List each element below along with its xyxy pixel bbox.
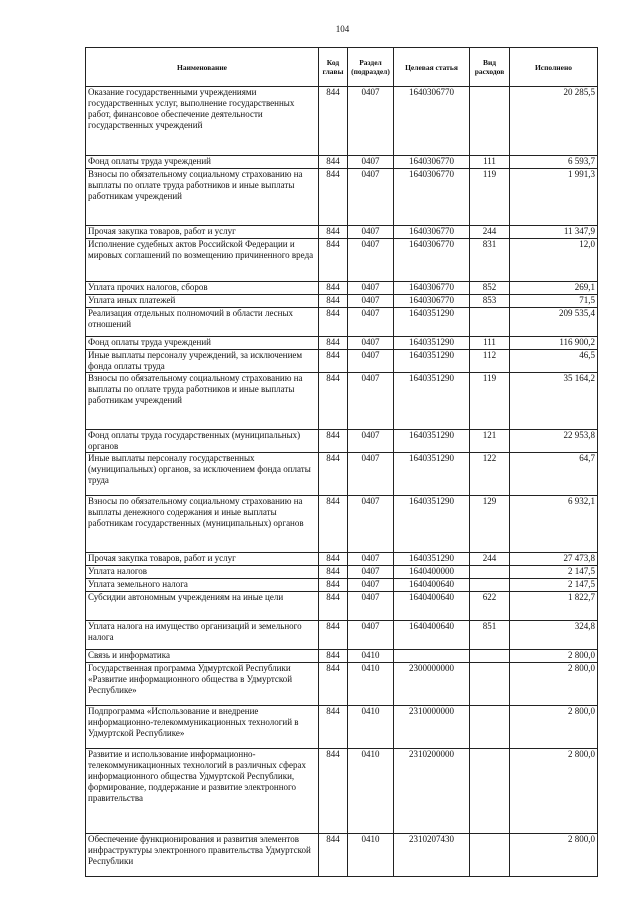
cell-amount: 22 953,8 [510, 430, 598, 453]
cell-section: 0407 [348, 453, 394, 496]
table-row [86, 453, 598, 496]
cell-type [470, 87, 510, 156]
cell-amount: 324,8 [510, 621, 598, 650]
cell-amount: 2 800,0 [510, 706, 598, 749]
cell-code: 844 [319, 453, 348, 496]
table-row [86, 308, 598, 337]
cell-section: 0407 [348, 87, 394, 156]
cell-target [394, 650, 470, 663]
cell-code: 844 [319, 430, 348, 453]
cell-section: 0407 [348, 156, 394, 169]
cell-name: Фонд оплаты труда учреждений [86, 337, 319, 350]
cell-section: 0407 [348, 282, 394, 295]
cell-code: 844 [319, 579, 348, 592]
table-row [86, 592, 598, 621]
cell-name: Фонд оплаты труда учреждений [86, 156, 319, 169]
cell-code: 844 [319, 566, 348, 579]
table-row [86, 226, 598, 239]
cell-type [470, 834, 510, 877]
cell-code: 844 [319, 226, 348, 239]
table-row [86, 337, 598, 350]
cell-type: 129 [470, 496, 510, 553]
cell-section: 0407 [348, 350, 394, 373]
cell-type: 852 [470, 282, 510, 295]
table-row [86, 621, 598, 650]
cell-type: 122 [470, 453, 510, 496]
cell-type: 112 [470, 350, 510, 373]
cell-section: 0407 [348, 169, 394, 226]
header-section: Раздел (подраздел) [348, 48, 394, 87]
cell-type: 111 [470, 337, 510, 350]
cell-section: 0407 [348, 553, 394, 566]
table-row [86, 282, 598, 295]
cell-target: 1640306770 [394, 226, 470, 239]
cell-amount: 64,7 [510, 453, 598, 496]
cell-code: 844 [319, 621, 348, 650]
cell-name: Связь и информатика [86, 650, 319, 663]
table-row [86, 295, 598, 308]
table-row [86, 169, 598, 226]
cell-type: 622 [470, 592, 510, 621]
cell-target: 1640351290 [394, 430, 470, 453]
cell-code: 844 [319, 373, 348, 430]
table-row [86, 373, 598, 430]
cell-type: 851 [470, 621, 510, 650]
cell-name: Уплата земельного налога [86, 579, 319, 592]
cell-target: 1640306770 [394, 169, 470, 226]
cell-amount: 2 800,0 [510, 663, 598, 706]
cell-section: 0407 [348, 295, 394, 308]
cell-name: Прочая закупка товаров, работ и услуг [86, 226, 319, 239]
cell-type: 244 [470, 226, 510, 239]
cell-section: 0410 [348, 663, 394, 706]
table-row [86, 706, 598, 749]
cell-amount: 6 593,7 [510, 156, 598, 169]
cell-amount: 35 164,2 [510, 373, 598, 430]
cell-name: Прочая закупка товаров, работ и услуг [86, 553, 319, 566]
cell-name: Иные выплаты персоналу государственных (муниципальных) органов, за исключением фонда оплаты труда [86, 453, 319, 496]
cell-amount: 2 147,5 [510, 566, 598, 579]
cell-amount: 116 900,2 [510, 337, 598, 350]
cell-target: 1640306770 [394, 295, 470, 308]
cell-name: Фонд оплаты труда государственных (муниципальных) органов [86, 430, 319, 453]
cell-type: 111 [470, 156, 510, 169]
header-executed: Исполнено [510, 48, 598, 87]
cell-name: Взносы по обязательному социальному страхованию на выплаты по оплате труда работников и иные выплаты работникам учреждений [86, 169, 319, 226]
cell-section: 0407 [348, 239, 394, 282]
table-row [86, 566, 598, 579]
cell-type [470, 706, 510, 749]
cell-code: 844 [319, 496, 348, 553]
cell-target: 2310207430 [394, 834, 470, 877]
cell-target: 1640351290 [394, 553, 470, 566]
cell-target: 1640351290 [394, 308, 470, 337]
cell-amount: 11 347,9 [510, 226, 598, 239]
cell-section: 0410 [348, 706, 394, 749]
cell-amount: 27 473,8 [510, 553, 598, 566]
cell-amount: 46,5 [510, 350, 598, 373]
cell-name: Обеспечение функционирования и развития элементов инфраструктуры электронного правительства Удмуртской Республики [86, 834, 319, 877]
cell-amount: 20 285,5 [510, 87, 598, 156]
table-header-row [86, 48, 598, 87]
cell-code: 844 [319, 553, 348, 566]
cell-target: 1640306770 [394, 156, 470, 169]
cell-amount: 209 535,4 [510, 308, 598, 337]
table-row [86, 834, 598, 877]
cell-target: 1640351290 [394, 496, 470, 553]
cell-type [470, 749, 510, 834]
cell-type [470, 308, 510, 337]
cell-code: 844 [319, 295, 348, 308]
cell-target: 1640400640 [394, 592, 470, 621]
cell-section: 0407 [348, 579, 394, 592]
cell-code: 844 [319, 87, 348, 156]
cell-name: Развитие и использование информационно-телекоммуникационных технологий в различных сферах информационного общества Удмуртской Республики, формирование, поддержание и развитие электронного правительства [86, 749, 319, 834]
cell-name: Уплата налога на имущество организаций и земельного налога [86, 621, 319, 650]
cell-name: Исполнение судебных актов Российской Федерации и мировых соглашений по возмещению причиненного вреда [86, 239, 319, 282]
table-row [86, 430, 598, 453]
cell-code: 844 [319, 749, 348, 834]
table-row [86, 87, 598, 156]
cell-code: 844 [319, 663, 348, 706]
cell-target: 1640306770 [394, 282, 470, 295]
cell-target: 1640351290 [394, 337, 470, 350]
cell-amount: 12,0 [510, 239, 598, 282]
table-row [86, 749, 598, 834]
cell-section: 0407 [348, 337, 394, 350]
cell-target: 1640400000 [394, 566, 470, 579]
cell-name: Иные выплаты персоналу учреждений, за исключением фонда оплаты труда [86, 350, 319, 373]
cell-amount: 1 991,3 [510, 169, 598, 226]
cell-amount: 269,1 [510, 282, 598, 295]
cell-section: 0407 [348, 592, 394, 621]
cell-code: 844 [319, 282, 348, 295]
cell-name: Реализация отдельных полномочий в области лесных отношений [86, 308, 319, 337]
cell-code: 844 [319, 834, 348, 877]
cell-code: 844 [319, 350, 348, 373]
cell-target: 1640400640 [394, 579, 470, 592]
header-target: Целевая статья [394, 48, 470, 87]
cell-type [470, 579, 510, 592]
table-row [86, 650, 598, 663]
cell-target: 1640351290 [394, 373, 470, 430]
cell-target: 1640351290 [394, 350, 470, 373]
page-number: 104 [335, 24, 350, 34]
cell-section: 0410 [348, 749, 394, 834]
cell-section: 0407 [348, 566, 394, 579]
cell-section: 0407 [348, 308, 394, 337]
cell-amount: 2 800,0 [510, 650, 598, 663]
cell-amount: 71,5 [510, 295, 598, 308]
cell-section: 0407 [348, 621, 394, 650]
table-row [86, 663, 598, 706]
cell-amount: 2 147,5 [510, 579, 598, 592]
cell-name: Уплата налогов [86, 566, 319, 579]
cell-name: Подпрограмма «Использование и внедрение информационно-телекоммуникационных технологий в Удмуртской Республике» [86, 706, 319, 749]
cell-type [470, 566, 510, 579]
table-row [86, 579, 598, 592]
cell-name: Уплата прочих налогов, сборов [86, 282, 319, 295]
cell-type: 119 [470, 169, 510, 226]
cell-type: 831 [470, 239, 510, 282]
cell-target: 1640400640 [394, 621, 470, 650]
cell-target: 1640306770 [394, 239, 470, 282]
cell-code: 844 [319, 156, 348, 169]
cell-amount: 6 932,1 [510, 496, 598, 553]
cell-code: 844 [319, 239, 348, 282]
table-row [86, 239, 598, 282]
cell-amount: 2 800,0 [510, 749, 598, 834]
cell-code: 844 [319, 337, 348, 350]
cell-code: 844 [319, 592, 348, 621]
cell-amount: 1 822,7 [510, 592, 598, 621]
cell-code: 844 [319, 650, 348, 663]
cell-code: 844 [319, 308, 348, 337]
cell-target: 2300000000 [394, 663, 470, 706]
cell-section: 0407 [348, 373, 394, 430]
cell-type: 244 [470, 553, 510, 566]
cell-type [470, 650, 510, 663]
cell-type: 853 [470, 295, 510, 308]
cell-section: 0407 [348, 496, 394, 553]
cell-name: Взносы по обязательному социальному страхованию на выплаты по оплате труда работников и иные выплаты работникам учреждений [86, 373, 319, 430]
cell-name: Субсидии автономным учреждениям на иные цели [86, 592, 319, 621]
header-name: Наименование [86, 48, 319, 87]
cell-amount: 2 800,0 [510, 834, 598, 877]
cell-name: Взносы по обязательному социальному страхованию на выплаты денежного содержания и иные выплаты работникам государственных (муниципальных) органов [86, 496, 319, 553]
header-type: Вид расходов [470, 48, 510, 87]
cell-target: 2310200000 [394, 749, 470, 834]
cell-code: 844 [319, 169, 348, 226]
cell-type [470, 663, 510, 706]
header-code: Код главы [319, 48, 348, 87]
table-row [86, 496, 598, 553]
cell-name: Оказание государственными учреждениями государственных услуг, выполнение государственных работ, финансовое обеспечение деятельности государственных учреждений [86, 87, 319, 156]
cell-target: 1640351290 [394, 453, 470, 496]
cell-name: Уплата иных платежей [86, 295, 319, 308]
cell-section: 0410 [348, 834, 394, 877]
cell-type: 121 [470, 430, 510, 453]
cell-section: 0407 [348, 226, 394, 239]
table-row [86, 156, 598, 169]
cell-type: 119 [470, 373, 510, 430]
cell-section: 0410 [348, 650, 394, 663]
cell-section: 0407 [348, 430, 394, 453]
cell-code: 844 [319, 706, 348, 749]
budget-table [85, 47, 598, 877]
cell-target: 2310000000 [394, 706, 470, 749]
cell-target: 1640306770 [394, 87, 470, 156]
table-row [86, 553, 598, 566]
table-row [86, 350, 598, 373]
cell-name: Государственная программа Удмуртской Республики «Развитие информационного общества в Удмуртской Республике» [86, 663, 319, 706]
